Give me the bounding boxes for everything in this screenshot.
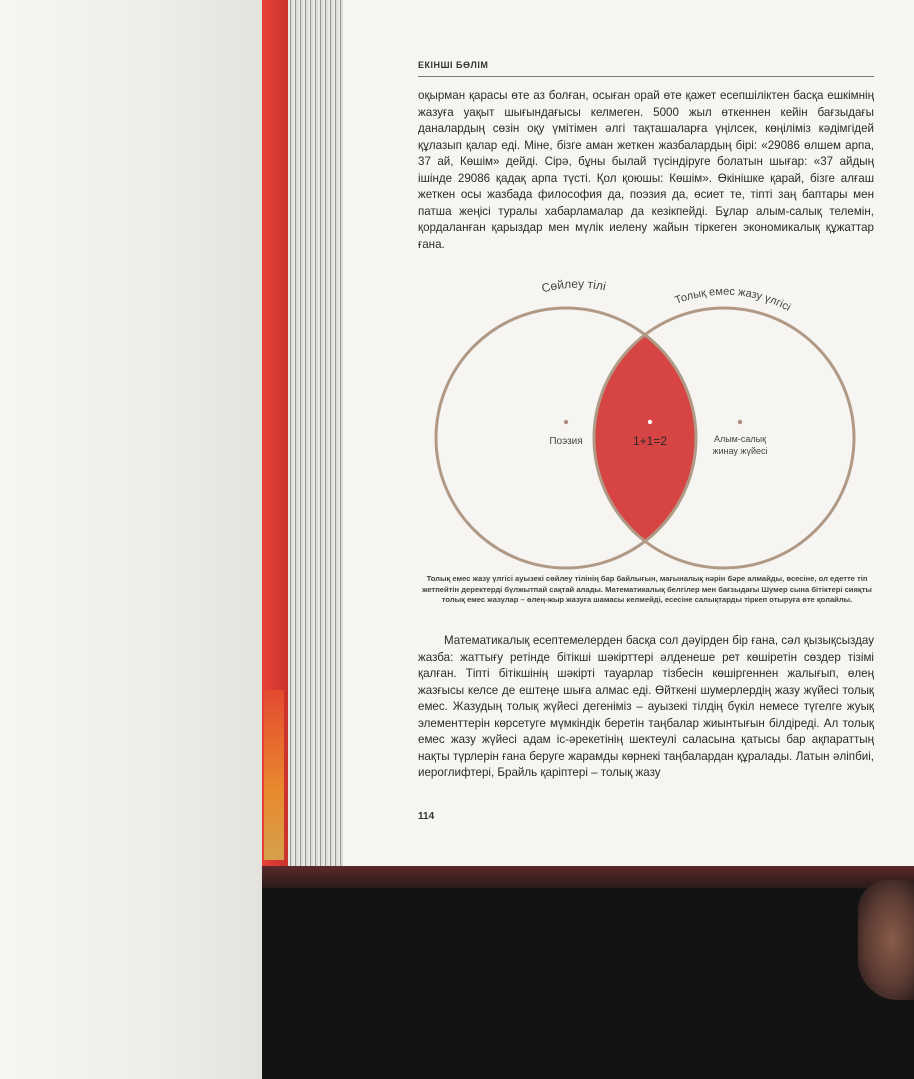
figure-caption: Толық емес жазу үлгісі ауызекі сөйлеу тілінің бар байлығын, мағыналық нәрін бәре алмайды, өсесіне, ол едетте тіп жетпейтін деректерді бүлжытпай сақтай алады. Математикалық белгілер мен бағзыдағы Шумер сына бітіктері сияқты толық емес жазулар – өлең-жыр жазуға шамасы келмейді, есесіне салықтарды тіркеп отыруға өте қолайлы. xyxy=(422,574,872,604)
header-rule xyxy=(418,76,874,77)
venn-right-arc-label: Толық емес жазу үлгісі xyxy=(673,285,793,314)
chapter-header: ЕКІНШІ БӨЛІМ xyxy=(418,60,489,70)
venn-diagram xyxy=(418,272,874,602)
cover-fold xyxy=(262,866,914,888)
venn-left-arc-label: Сөйлеу тілі xyxy=(540,276,608,296)
dot-right xyxy=(738,420,742,424)
venn-center-label: 1+1=2 xyxy=(632,434,668,448)
paragraph-2: Математикалық есептемелерден басқа сол дәуірден бір ғана, сәл қызықсыздау жазба: жаттығу ретінде бітікші шәкірттері әлденеше рет көшіретін сөздер тізімі қалған. Тіпті бітікшінің шәкірті тауарлар тізбесін көшіргеннен жалығып, өлең жазғысы келсе де ештеңе шыға алмас еді. Өйткені шумерлердің жазу жүйесі толық емес. Жазудың толық жүйесі дегеніміз – ауызекі тілдің бүкіл немесе түгелге жуық элементтерін көрсетуге мүмкіндік беретін таңбалар жиынтығын білдіреді. Ал толық емес жазу жүйесі адам іс-әрекетінің шектеулі саласына қатысы бар ақпараттың нақты түрлерін ғана беруге жарамды көрнекі таңбалардан құралады. Латын әліпбиі, иероглифтері, Брайль қаріптері – толық жазу xyxy=(418,634,874,779)
hand-holding-book xyxy=(858,880,914,1000)
dark-surface xyxy=(262,866,914,1079)
spine-orange-band xyxy=(264,690,284,860)
dot-left xyxy=(564,420,568,424)
venn-right-label-line1: Алым-салық xyxy=(713,434,767,444)
left-page-background xyxy=(0,0,265,1079)
venn-left-label: Поэзия xyxy=(549,436,583,447)
venn-right-label-line2: жинау жүйесі xyxy=(712,446,768,456)
paragraph-1: оқырман қарасы өте аз болған, осыған орай өте қажет есепшіліктен басқа ешкімнің жазуға уақыт шығындағысы келмеген. 5000 жыл өткеннен кейін бағзыдағы даналардың сөзін оқу үмітімен әлгі тақташаларға үңілсек, көңіліміз кәдімгідей құлазып қалар еді. Міне, бізге аман жеткен жазбалардың бірі: «29086 өлшем арпа, 37 ай, Көшім» дейді. Сірә, бұны былай түсіндіруге болатын шығар: «37 айдың ішінде 29086 қадақ арпа түсті. Қол қоюшы: Көшім». Өкінішке қарай, бізге алғаш жеткен осы жазбада философия да, поэзия да, өсиет те, тіпті заң баптары мен патша жеңісі туралы хабарламалар да кезікпейді. Бұлар алым-салық телемін, қордаланған қарыздар мен мүлік иелену жайын тіркеген экономикалық құжаттар ғана. xyxy=(418,89,874,251)
page-number: 114 xyxy=(418,811,435,822)
page-edges xyxy=(288,0,343,868)
dot-center xyxy=(648,420,652,424)
book-spine-red xyxy=(262,0,288,870)
